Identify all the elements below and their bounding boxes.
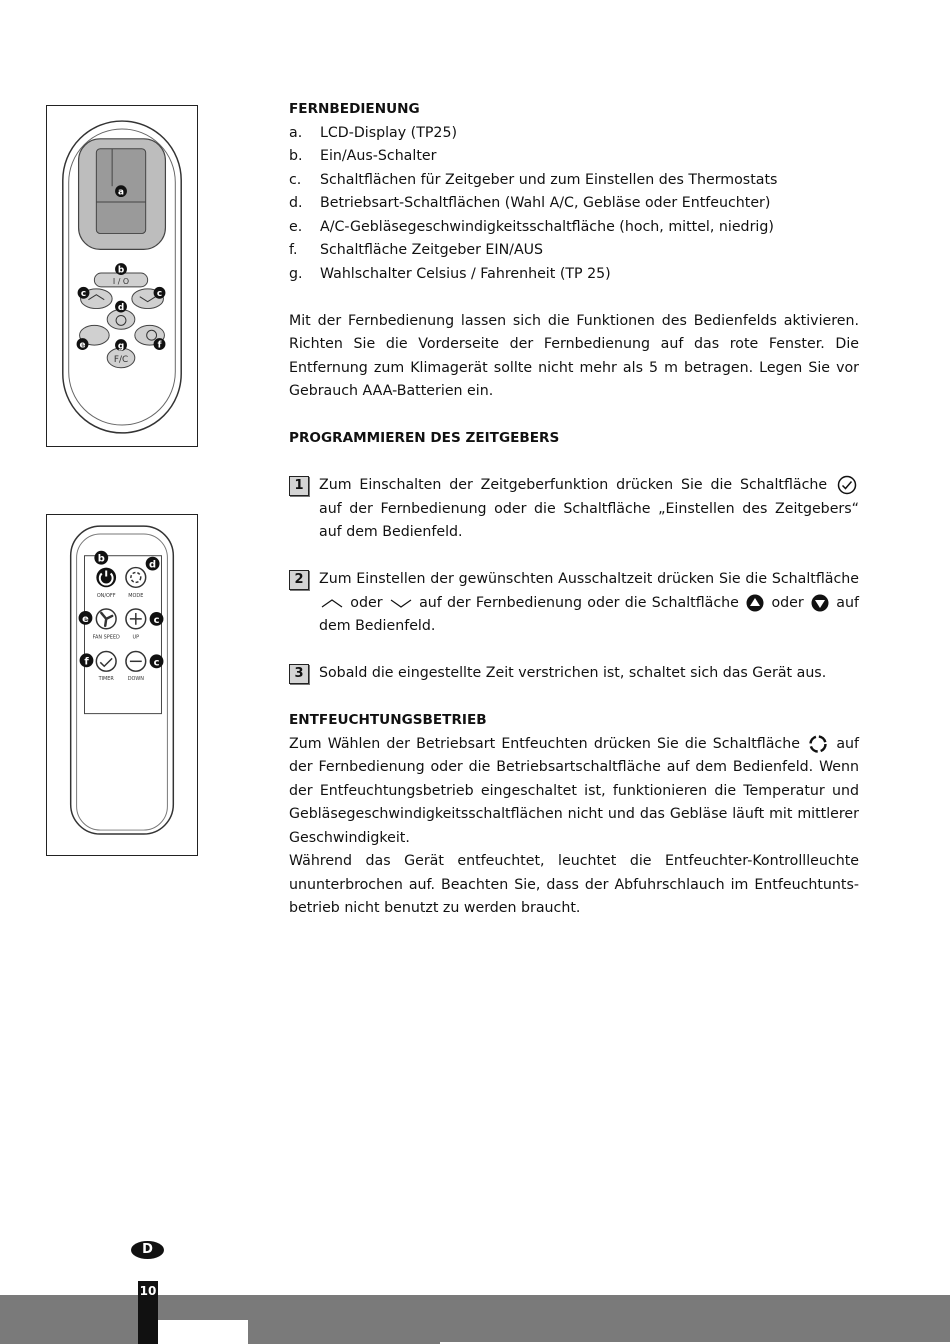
- down-caption: DOWN: [127, 676, 144, 683]
- up-circle-icon: [746, 594, 764, 612]
- marker-g: g: [117, 341, 125, 352]
- footer-tab: [158, 1320, 248, 1344]
- up-caption: UP: [132, 634, 140, 641]
- marker-e: e: [79, 340, 86, 351]
- timer-step-1: 1 Zum Einschalten der Zeitgeberfunktion drücken Sie die Schaltfläche auf der Fernbedienung oder die Schaltfläche „Einstellen des Zeitgebers“ auf dem Bedienfeld.: [289, 474, 859, 545]
- fan-speed-caption: FAN SPEED: [92, 634, 120, 641]
- dehumid-paragraph-2: Während das Gerät entfeuchtet, leuchtet die Entfeuchter-Kontrollleuchte ununterbrochen auf. Beachten Sie, dass der Abfuhrschlauch im Entfeuchtuntsbetrieb nicht benutzt zu werden braucht.: [289, 853, 859, 916]
- step-number: 2: [289, 570, 309, 590]
- list-item: f. Schaltfläche Zeitgeber EIN/AUS: [289, 242, 544, 258]
- marker-d: d: [117, 303, 125, 314]
- marker-b: b: [117, 265, 125, 276]
- list-item: c. Schaltflächen für Zeitgeber und zum Einstellen des Thermostats: [289, 171, 778, 188]
- remote-lcd-illustration: [47, 106, 197, 446]
- timer-icon: [837, 475, 857, 495]
- timer-step-3: 3 Sobald die eingestellte Zeit verstrichen ist, schaltet sich das Gerät aus.: [289, 662, 859, 686]
- dehumid-heading: ENTFEUCHTUNGSBETRIEB: [289, 712, 487, 728]
- remote-lcd-figure: [46, 105, 198, 447]
- mode-icon: [808, 734, 828, 754]
- on-off-caption: ON/OFF: [96, 593, 116, 600]
- marker-a: a: [118, 187, 125, 198]
- power-button-label: I / O: [112, 276, 130, 286]
- list-item: e. A/C-Gebläsegeschwindigkeitsschaltfläche (hoch, mittel, niedrig): [289, 218, 774, 235]
- page-number: 10: [138, 1281, 158, 1344]
- unit-button-label: F/C: [113, 354, 129, 365]
- marker-c-left: c: [80, 289, 87, 300]
- marker-f: f: [84, 656, 89, 668]
- language-badge: D: [131, 1241, 164, 1259]
- list-item: d. Betriebsart-Schaltflächen (Wahl A/C, Gebläse oder Entfeuchter): [289, 195, 771, 211]
- remote-paragraph: Mit der Fernbedienung lassen sich die Funktionen des Bedienfelds aktivieren. Richten Sie die Vorderseite der Fernbedienung auf das rote Fenster. Die Entfernung zum Klimagerät sollte nicht mehr als 5 m betragen. Legen Sie vor Gebrauch AAA-Batterien ein.: [289, 312, 859, 399]
- marker-e: e: [82, 613, 89, 625]
- marker-c-up: c: [153, 614, 160, 626]
- manual-content: [289, 98, 859, 921]
- step-number: 1: [289, 476, 309, 496]
- timer-caption: TIMER: [98, 676, 114, 683]
- remote-buttons-figure: [46, 514, 198, 856]
- list-item: g. Wahlschalter Celsius / Fahrenheit (TP 25): [289, 265, 611, 282]
- caret-up-icon: [321, 597, 343, 609]
- down-circle-icon: [811, 594, 829, 612]
- caret-down-icon: [390, 597, 412, 609]
- list-item: a. LCD-Display (TP25): [289, 124, 458, 141]
- marker-c-right: c: [156, 289, 163, 300]
- timer-step-2: 2 Zum Einstellen der gewünschten Ausschaltzeit drücken Sie die Schaltfläche oder auf der Fernbedienung oder die Schaltfläche oder auf dem Bedienfeld.: [289, 568, 859, 639]
- remote-buttons-illustration: [47, 515, 197, 855]
- remote-parts-list: [289, 122, 859, 287]
- marker-c-down: c: [153, 657, 160, 669]
- remote-heading: FERNBEDIENUNG: [289, 101, 420, 117]
- list-item: b. Ein/Aus-Schalter: [289, 148, 437, 164]
- marker-b: b: [97, 553, 105, 565]
- mode-caption: MODE: [128, 593, 144, 600]
- marker-d: d: [149, 559, 157, 571]
- timer-heading: PROGRAMMIEREN DES ZEITGEBERS: [289, 430, 560, 446]
- step-number: 3: [289, 664, 309, 684]
- marker-f: f: [157, 340, 162, 351]
- dehumid-paragraph-1: Zum Wählen der Betriebsart Entfeuchten drücken Sie die Schaltfläche auf der Fernbedienung oder die Betriebsartschaltfläche auf dem Bedienfeld. Wenn der Entfeuchtungsbetrieb eingeschaltet ist, funktionieren die Temperatur und Gebläsegeschwindigkeitsschaltflächen nicht und das Gebläse läuft mit mittlerer Geschwindigkeit.: [289, 735, 859, 846]
